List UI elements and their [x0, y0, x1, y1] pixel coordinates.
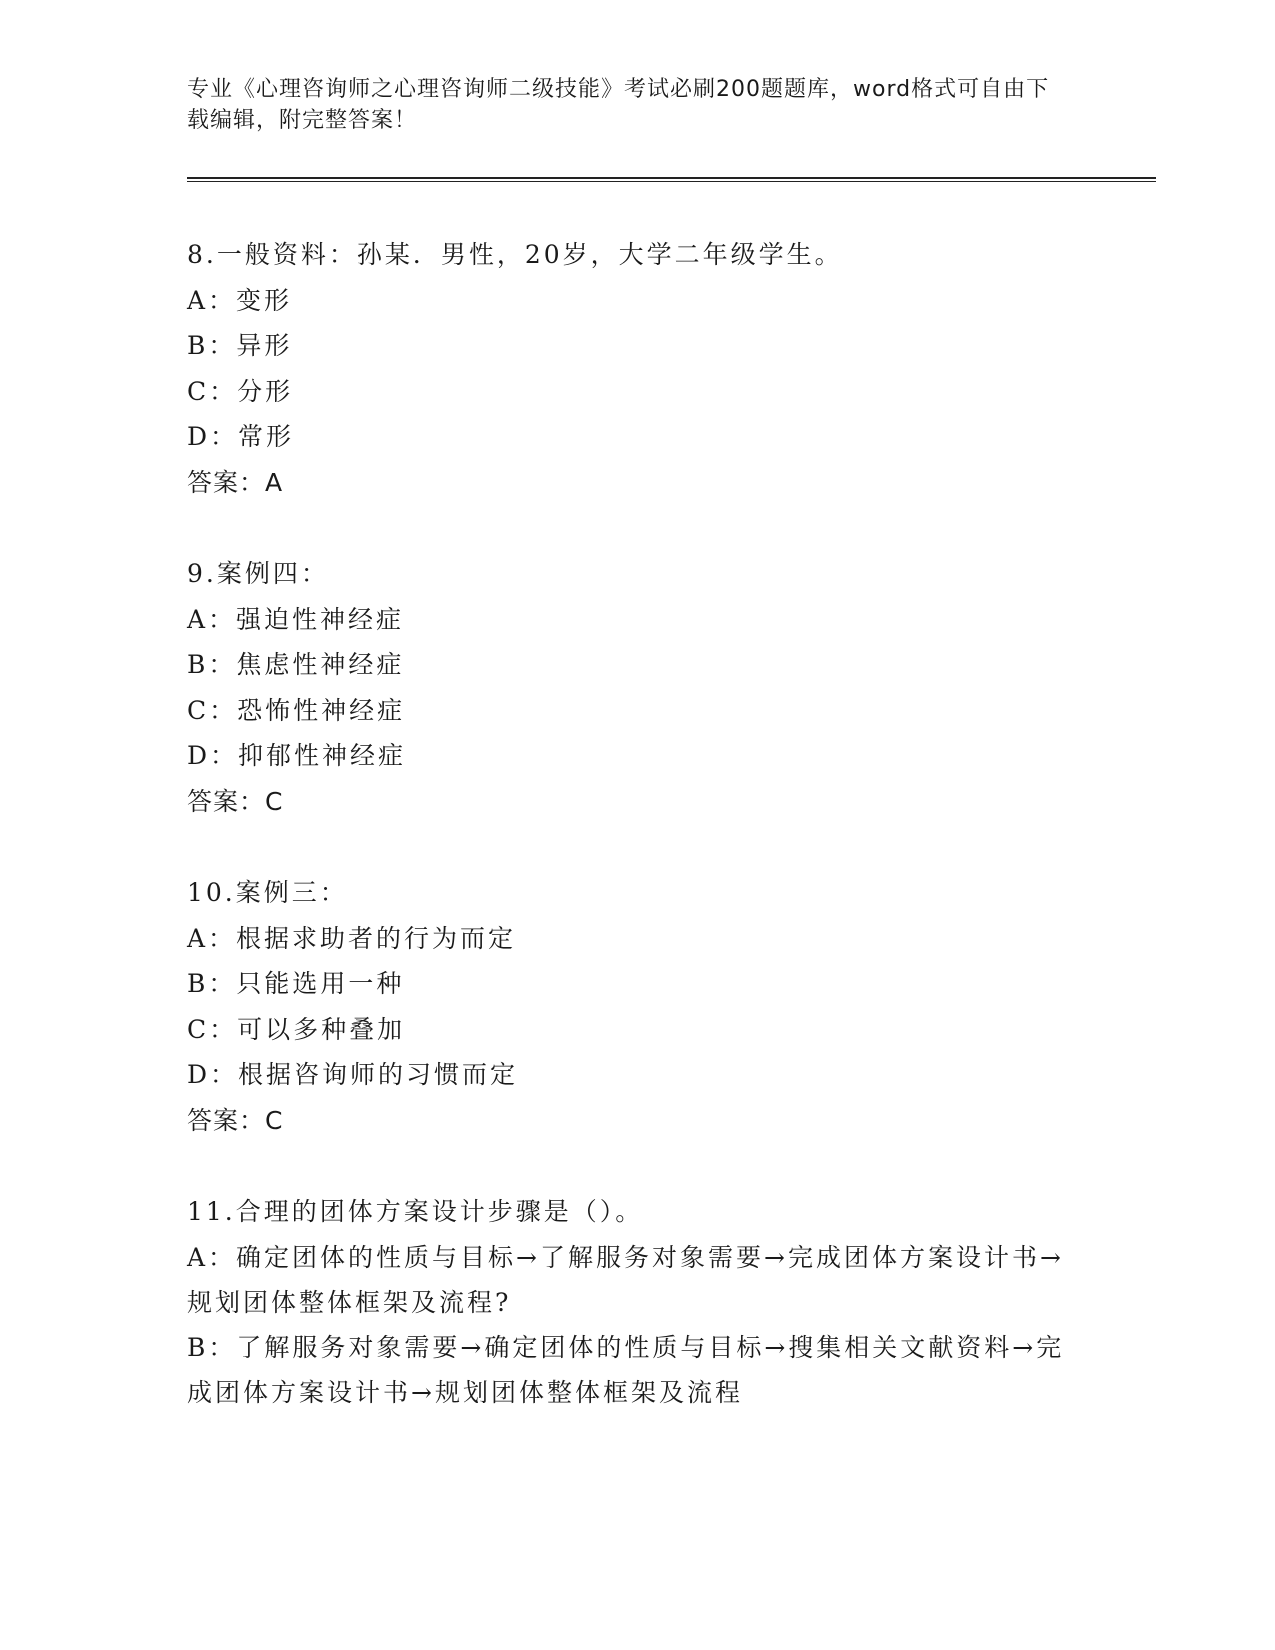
question-9: [187, 551, 1087, 824]
answer-text: 答案：C: [187, 1105, 284, 1135]
option-d: D：常形: [187, 422, 295, 451]
answer-text: 答案：C: [187, 786, 284, 816]
option-c: C：分形: [187, 376, 294, 406]
question-stem: 10.案例三：: [187, 878, 348, 907]
option-c: C：恐怖性神经症: [187, 695, 406, 725]
document-header: [187, 74, 1067, 136]
header-divider: [187, 177, 1156, 182]
option-a: A：确定团体的性质与目标→了解服务对象需要→完成团体方案设计书→规划团体整体框架及流程?: [187, 1242, 1064, 1317]
question-11: [187, 1189, 1087, 1415]
question-10: [187, 870, 1087, 1143]
header-description: 专业《心理咨询师之心理咨询师二级技能》考试必刷200题题库，word格式可自由下载编辑，附完整答案！: [187, 77, 1050, 133]
option-b: B：只能选用一种: [187, 969, 405, 998]
question-8: [187, 232, 1087, 505]
option-d: D：抑郁性神经症: [187, 741, 407, 770]
option-b: B：异形: [187, 331, 293, 360]
answer-text: 答案：A: [187, 467, 284, 497]
question-stem: 11.合理的团体方案设计步骤是（）。: [187, 1197, 644, 1226]
option-b: B：焦虑性神经症: [187, 650, 405, 679]
question-stem: 8.一般资料：孙某．男性，20岁，大学二年级学生。: [187, 240, 843, 269]
option-a: A：变形: [187, 285, 293, 315]
option-d: D：根据咨询师的习惯而定: [187, 1060, 519, 1089]
option-a: A：强迫性神经症: [187, 604, 405, 634]
option-b: B：了解服务对象需要→确定团体的性质与目标→搜集相关文献资料→完成团体方案设计书→规划团体整体框架及流程: [187, 1332, 1065, 1407]
question-stem: 9.案例四：: [187, 559, 329, 588]
option-c: C：可以多种叠加: [187, 1014, 406, 1044]
option-a: A：根据求助者的行为而定: [187, 923, 517, 953]
